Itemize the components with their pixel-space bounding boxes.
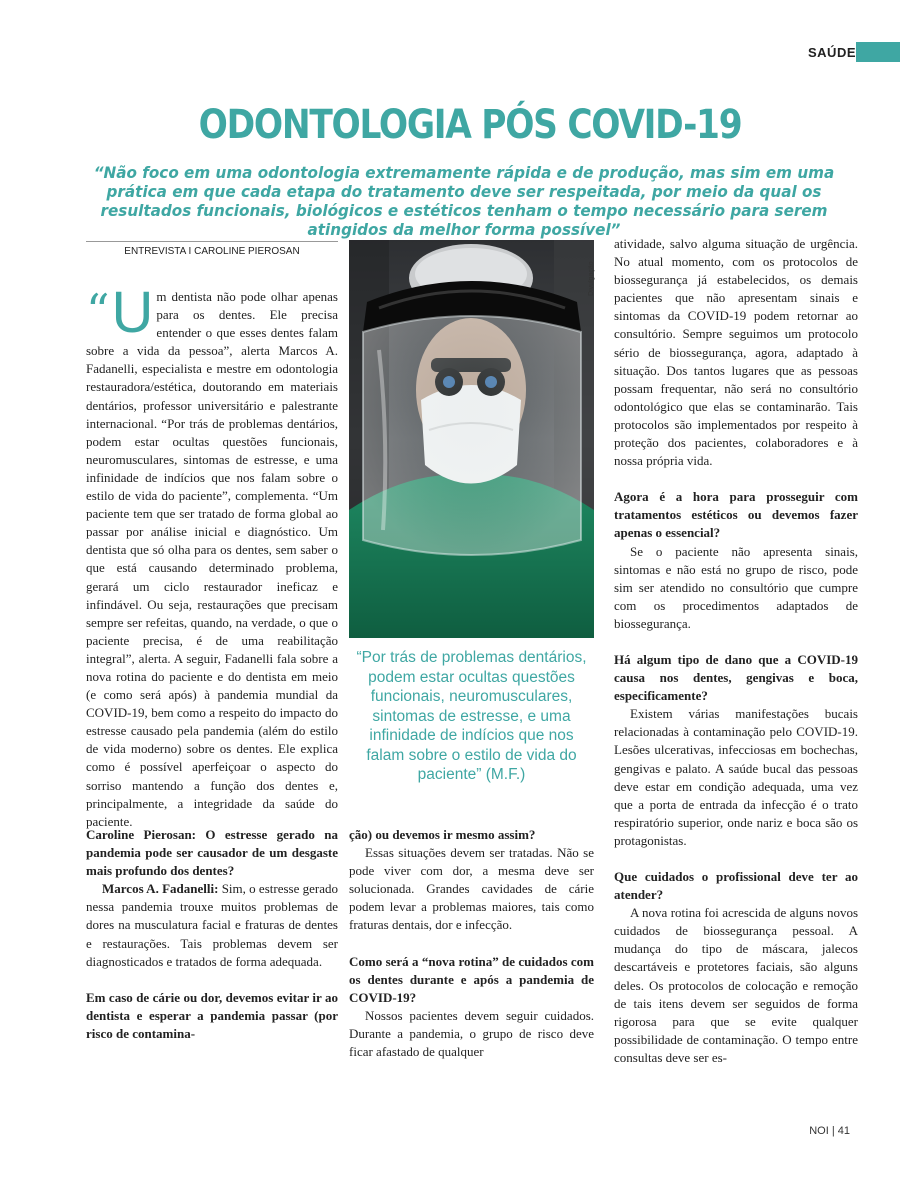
interview-column-2 — [349, 826, 594, 1061]
byline-divider — [86, 241, 338, 242]
section-accent-bar — [856, 42, 900, 62]
answer-1-speaker: Marcos A. Fadanelli: — [102, 881, 219, 897]
dentist-photo — [349, 240, 594, 638]
answer-1-text: Sim, o estresse gerado nessa pandemia trouxe muitos problemas de dores na musculatura facial e fraturas de dentes e restaurações. Tais problemas devem ser diagnosticados e tratados de forma adequada. — [86, 881, 338, 969]
answer-1 — [86, 880, 338, 970]
question-4: Agora é a hora para prosseguir com tratamentos estéticos ou devemos fazer apenas o essencial? — [614, 489, 858, 541]
photo-credit: Divulgação — [588, 261, 595, 296]
dropcap-quote-mark: “ — [86, 284, 110, 338]
question-2-end: ção) ou devemos ir mesmo assim? — [349, 827, 536, 842]
article-title: ODONTOLOGIA PÓS COVID-19 — [198, 102, 742, 148]
interview-column-3 — [614, 235, 858, 1067]
answer-3-start: Nossos pacientes devem seguir cuidados. Durante a pandemia, o grupo de risco deve ficar afastado de qualquer — [349, 1007, 594, 1060]
answer-4: Se o paciente não apresenta sinais, sintomas e não está no grupo de risco, pode sim ser atendido no consultório que cumpre com os procedimentos adaptados de biossegurança. — [614, 543, 858, 631]
answer-3-end: atividade, salvo alguma situação de urgência. No atual momento, com os protocolos de biossegurança já estabelecidos, os demais pacientes que não apresentam sinais e sintomas da COVID-19 podem retornar ao consultório. Sempre seguimos um protocolo sério de biossegurança, agora, adaptado à situação. Dos tantos lugares que as pessoas possam frequentar, não será no consultório odontológico que elas se contaminarão. Tais protocolos são implementados por respeito à proteção dos pacientes, colaboradores e à nossa própria vida. — [614, 236, 858, 469]
pull-quote: “Por trás de problemas dentários, podem estar ocultas questões funcionais, neuromusculares, sintomas de estresse, e uma infinidade de indícios que nos falam sobre o estilo de vida do paciente” (M.F.) — [356, 649, 587, 783]
question-1: Caroline Pierosan: O estresse gerado na pandemia pode ser causador de um desgaste mais profundo dos dentes? — [86, 827, 338, 879]
question-5: Há algum tipo de dano que a COVID-19 causa nos dentes, gengivas e boca, especificamente? — [614, 651, 858, 704]
answer-5: Existem várias manifestações bucais relacionadas à contaminação pelo COVID-19. Lesões ulcerativas, infecciosas em bochechas, gengivas e palato. A saúde bucal das pessoas deve estar em condição adequada, uma vez que a porta de entrada da infecção é o trato respiratório superior, onde nariz e boca são os protagonistas. — [614, 706, 858, 848]
byline: ENTREVISTA I CAROLINE PIEROSAN — [124, 246, 300, 257]
question-3: Como será a “nova rotina” de cuidados com os dentes durante e após a pandemia de COVID-19? — [349, 953, 594, 1005]
section-label: SAÚDE — [808, 45, 857, 60]
dropcap-initial: U — [111, 280, 154, 345]
answer-6: A nova rotina foi acrescida de alguns novos cuidados de biossegurança pessoal. A mudança do tipo de máscara, jalecos descartáveis e protetores faciais, são alguns deles. Os protocolos de colocação e remoção de tais itens devem ser seguidos de forma rigorosa para que se evite qualquer possibilidade de contaminação. O tempo entre consultas deve ser es- — [614, 905, 858, 1065]
intro-text: m dentista não pode olhar apenas para os dentes. Ele precisa entender o que esses dentes falam sobre a vida da pessoa”, alerta Marcos A. Fadanelli, especialista e mestre em odontologia restauradora/estética, doutorando em materiais dentários, professor universitário e palestrante internacional. “Por trás de problemas dentários, podem estar ocultas questões funcionais, neuromusculares, sintomas de estresse, e uma infinidade de indícios que nos falam sobre o estilo de vida do paciente”, complementa. “Um paciente tem que ser tratado de forma global ao passar por análise inicial e diagnóstico. Um dentista que só olha para os dentes, sem saber o que está causando determinado problema, gerará um ciclo restaurador ineficaz e infindável. Ou seja, restaurações que precisam sempre ser refeitas, quando, na verdade, o que o paciente precisa, é de uma reabilitação integral”, alerta. A seguir, Fadanelli fala sobre a nova rotina do paciente e do dentista em meio (e como será após) à pandemia mundial da COVID-19, bem como a respeito do impacto do estresse causado pela pandemia (além do estilo de vida moderno) sobre os dentes. Ele explica como é possível aperfeiçoar o aspecto do sorriso mantendo a função dos dentes e, principalmente, a integridade da saúde do paciente. — [86, 289, 338, 829]
question-2-start: Em caso de cárie ou dor, devemos evitar ir ao dentista e esperar a pandemia passar (por risco de contamina- — [86, 989, 338, 1041]
lead-quote: “Não foco em uma odontologia extremamente rápida e de produção, mas sim em uma prática em que cada etapa do tratamento deve ser respeitada, por meio da qual os resultados funcionais, biológicos e estéticos tenham o tempo necessário para serem atingidos da melhor forma possível” — [93, 163, 835, 239]
question-6: Que cuidados o profissional deve ter ao atender? — [614, 869, 858, 903]
interview-column-1 — [86, 826, 338, 1043]
intro-paragraph — [86, 280, 338, 831]
dentist-with-face-shield-photo-icon — [349, 240, 594, 638]
answer-2: Essas situações devem ser tratadas. Não se pode viver com dor, a mesma deve ser solucionada. Grandes cavidades de cárie podem levar a problemas maiores, tais como fraturas dentais, dor e infecção. — [349, 845, 594, 933]
page-number: NOI | 41 — [809, 1125, 850, 1137]
